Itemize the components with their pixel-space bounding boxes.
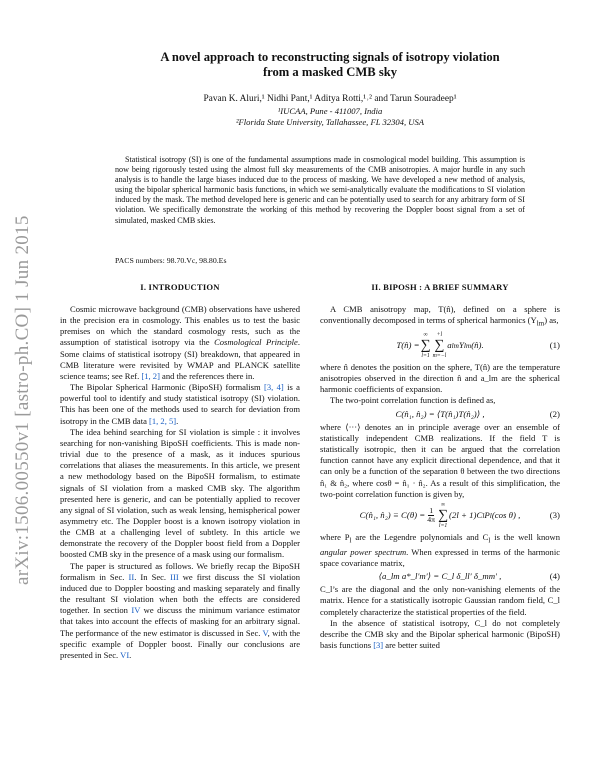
pacs-numbers: PACS numbers: 98.70.Vc, 98.80.Es bbox=[115, 256, 227, 265]
equation-3: C(n̂₁, n̂₂) ≡ C(θ) = $\frac{1}{4\pi}$ ∞ ∑ l=1 (2l + 1)C l P l (cos θ) , (3) bbox=[359, 501, 560, 529]
citation-link[interactable]: [3] bbox=[373, 640, 384, 650]
biposh-paragraph-3: The two-point correlation function is defined as, bbox=[330, 395, 496, 406]
equation-number: (4) bbox=[549, 571, 560, 582]
intro-paragraph-4: The paper is structured as follows. We briefly recap the BipoSH formalism in Sec. II. In Sec. III we first discuss the SI violation induced due to Doppler boosting and masking separately and finally the resultant SI violation when both the effects are considered together. In section IV we discuss the minimum variance estimator that takes into account the effects of masking for an arbitrary signal. The performance of the new estimator is discussed in Sec. V, with the specific example of Doppler boost. Finally our conclusions are presented in Sec. VI. bbox=[60, 560, 301, 660]
summation-symbol: ∞ ∑ l=1 bbox=[438, 501, 449, 529]
paper-title bbox=[70, 50, 590, 80]
section-2-heading: II. BIPOSH : A BRIEF SUMMARY bbox=[371, 282, 509, 292]
section-link[interactable]: IV bbox=[131, 605, 141, 616]
biposh-paragraph-5: where $P_l$ are the Legendre polynomials and $C_l$ is the well known angular power spectrum. When expressed in terms of the harmonic space covariance matrix, bbox=[320, 531, 560, 568]
summation-symbol: ∞ ∑ l=1 bbox=[420, 332, 431, 360]
biposh-paragraph-7: In the absence of statistical isotropy, C_l do not completely describe the CMB sky and the Bipolar spherical harmonic (BipoSH) basis functions [3] are better suited bbox=[320, 617, 560, 650]
section-1-heading: I. INTRODUCTION bbox=[140, 282, 220, 292]
fraction: $\frac{1}{4\pi}$ bbox=[427, 506, 436, 525]
equation-4: ⟨a_lm a*_l′m′⟩ = C_l δ_ll′ δ_mm′ , (4) bbox=[378, 571, 560, 582]
equation-2: C(n̂₁, n̂₂) = ⟨T(n̂₁)T(n̂₂)⟩ , (2) bbox=[395, 408, 560, 419]
biposh-paragraph-2: where n̂ denotes the position on the sphere, T(n̂) are the temperature anisotropies observed in the direction n̂ and a_lm are the spherical harmonic coefficients of expansion. bbox=[320, 362, 560, 395]
title-line-1: A novel approach to reconstructing signals of isotropy violation bbox=[160, 50, 500, 64]
abstract: Statistical isotropy (SI) is one of the fundamental assumptions made in cosmological model building. This assumption is now being rigorously tested using the almost full sky measurements of the CMB anisotropies. A major hurdle in any such analysis is to handle the large biases induced due to the process of masking. We have developed a new method of analysis, using the bipolar spherical harmonic basis functions, in which we semi-analytically evaluate the modifications to SI violation induced by the mask. The method developed here is generic and can be potentially used to search for any arbitrary form of SI violation. We specifically demonstrate the working of this method by recovering the Doppler boost signal from a set of simulated, masked CMB skies. bbox=[115, 155, 525, 225]
equation-number: (3) bbox=[549, 510, 560, 521]
arxiv-identifier: arXiv:1506.00550v1 [astro-ph.CO] 1 Jun 2015 bbox=[12, 215, 33, 585]
section-link[interactable]: V bbox=[262, 627, 268, 638]
biposh-paragraph-4: where ⟨···⟩ denotes an in principle average over an ensemble of statistically independent CMB realizations. If the field T is statistically isotropic, then it can be argued that the correlation function cannot have any explicit directional dependence, and that it can only be a function of the separation θ between the two directions n̂₁ & n̂₂, where cosθ = n̂₁ · n̂₂. As a result of this simplification, the two-point correlation function is given by, bbox=[320, 421, 560, 499]
biposh-paragraph-6: C_l’s are the diagonal and the only non-vanishing elements of the matrix. Hence for a statistically isotropic Gaussian random field, C_l completely characterize the statistical properties of the field. bbox=[320, 584, 560, 617]
author-list: Pavan K. Aluri,¹ Nidhi Pant,¹ Aditya Rotti,¹˒² and Tarun Souradeep¹ bbox=[203, 94, 457, 104]
summation-symbol: +l ∑ m=−l bbox=[432, 332, 447, 360]
title-line-2: from a masked CMB sky bbox=[262, 65, 398, 79]
right-column bbox=[320, 304, 560, 651]
citation-link[interactable]: [1, 2, 5] bbox=[149, 415, 177, 426]
equation-1: T(n̂) = ∞ ∑ l=1 +l ∑ m=−l a lm Y lm (n̂). (1) bbox=[396, 332, 560, 360]
intro-paragraph-3: The idea behind searching for SI violation is simple : it involves searching for non-vanishing BipoSH coefficients. This is made non-trivial due to the presence of a mask, as it induces spurious correlations that aliases the measurements. In this article, we present a new methodology based on the BipoSH formalism, to estimate signals of SI violation from a masked CMB sky. The algorithm presented here is generic, and can be potentially applied to recover any signal of SI violation, such as weak lensing, hemispherical power asymmetry etc. The Doppler boost is a known isotropy violation in the CMB at a challenging level of subtlety. In this article we demonstrate the recovery of the Doppler boost field from a Doppler boosted CMB sky in the presence of a mask using our formalism. bbox=[60, 426, 300, 560]
section-link[interactable]: II bbox=[128, 571, 135, 582]
citation-link[interactable]: [3, 4] bbox=[263, 382, 284, 393]
section-link[interactable]: VI bbox=[120, 649, 130, 660]
citation-link[interactable]: [1, 2] bbox=[141, 370, 160, 381]
intro-paragraph-1: Cosmic microwave background (CMB) observations have ushered in the precision era in cosmology. This enables us to test the basic premises on which the standard cosmology rests, such as the assumption of statistical isotropy via the Cosmological Principle. Some claims of statistical isotropy (SI) breakdown, that appeared in CMB literature were revisited by WMAP and PLANCK satellite science teams; see Ref. [1, 2] and the references there in. bbox=[60, 304, 300, 381]
section-link[interactable]: III bbox=[170, 571, 179, 582]
equation-number: (1) bbox=[549, 340, 560, 351]
affiliation-2: ²Florida State University, Tallahassee, FL 32304, USA bbox=[235, 117, 425, 127]
biposh-paragraph-1: A CMB anisotropy map, T(n̂), defined on a sphere is conventionally decomposed in terms of spherical harmonics $(Y_{lm})$ as, bbox=[320, 304, 560, 328]
affiliation-1: ¹IUCAA, Pune - 411007, India bbox=[277, 106, 383, 116]
intro-paragraph-2: The Bipolar Spherical Harmonic (BipoSH) formalism [3, 4] is a powerful tool to identify and study statistical isotropy (SI) violation. This has been one of the methods used to search for deviation from isotropy in the CMB data [1, 2, 5]. bbox=[60, 382, 300, 426]
equation-number: (2) bbox=[549, 408, 560, 419]
left-column bbox=[60, 304, 300, 661]
